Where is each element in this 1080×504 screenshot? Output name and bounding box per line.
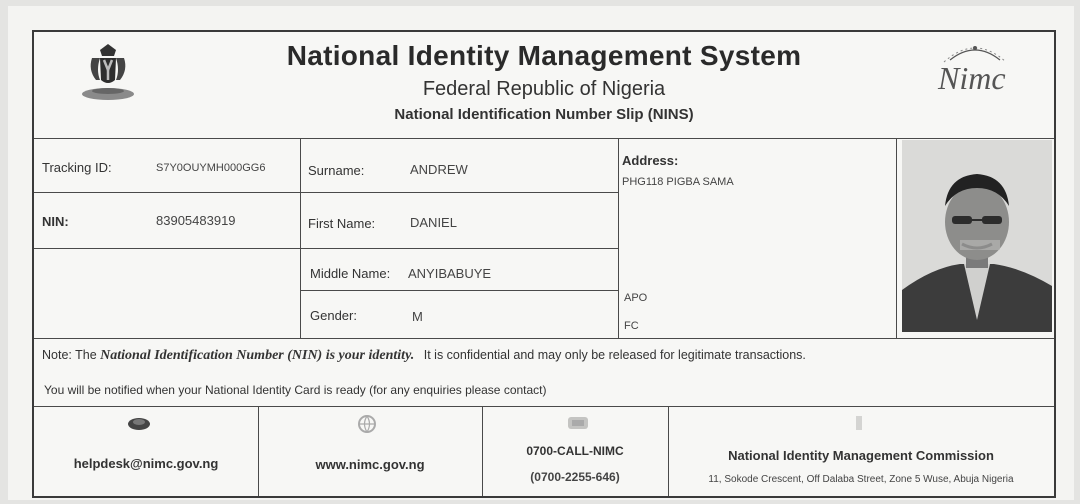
org-name: National Identity Management Commission	[728, 448, 994, 463]
first-name-value: DANIEL	[410, 215, 457, 230]
nimc-logo-text: Nimc	[938, 60, 1006, 96]
address-lga: APO	[624, 292, 648, 304]
note-prefix: Note: The	[42, 348, 97, 362]
slip-paper	[8, 6, 1074, 500]
helpdesk-email[interactable]: helpdesk@nimc.gov.ng	[73, 456, 219, 471]
note-rest: It is confidential and may only be released for legitimate transactions.	[423, 348, 806, 362]
gender-label: Gender:	[310, 308, 357, 323]
note-line-1	[42, 348, 806, 364]
first-name-label: First Name:	[308, 216, 376, 231]
website-link[interactable]: www.nimc.gov.ng	[315, 457, 425, 472]
tracking-id-value: S7Y0OUYMH000GG6	[156, 162, 266, 174]
note-emphasis: National Identification Number (NIN) is your identity.	[100, 348, 415, 363]
phone-icon	[566, 414, 590, 432]
phone-contact	[482, 444, 668, 484]
phone-number: (0700-2255-646)	[530, 470, 620, 484]
nimc-logo-icon	[930, 40, 1020, 102]
org-address: 11, Sokode Crescent, Off Dalaba Street, Zone 5 Wuse, Abuja Nigeria	[708, 474, 1014, 485]
slip-title: National Identification Number Slip (NINS)	[394, 106, 694, 123]
middle-name-label: Middle Name:	[310, 266, 391, 281]
web-icon	[356, 414, 378, 434]
gender-value: M	[412, 309, 423, 324]
email-icon	[126, 414, 152, 434]
holder-photo	[902, 140, 1052, 332]
surname-label: Surname:	[308, 163, 365, 178]
org-icon	[852, 414, 866, 432]
middle-name-value: ANYIBABUYE	[408, 266, 492, 281]
tracking-id-label: Tracking ID:	[42, 160, 112, 175]
phone-name: 0700-CALL-NIMC	[526, 444, 624, 458]
nin-slip	[32, 30, 1056, 498]
nin-label: NIN:	[42, 214, 69, 229]
nin-value: 83905483919	[156, 213, 236, 228]
page-subtitle: Federal Republic of Nigeria	[422, 78, 666, 100]
address-state: FC	[624, 320, 639, 332]
address-line: PHG118 PIGBA SAMA	[622, 176, 734, 188]
note-line-2: You will be notified when your National Identity Card is ready (for any enquiries please contact)	[44, 383, 547, 397]
surname-value: ANDREW	[410, 162, 468, 177]
address-label: Address:	[622, 153, 679, 168]
page-title: National Identity Management System	[286, 40, 802, 71]
